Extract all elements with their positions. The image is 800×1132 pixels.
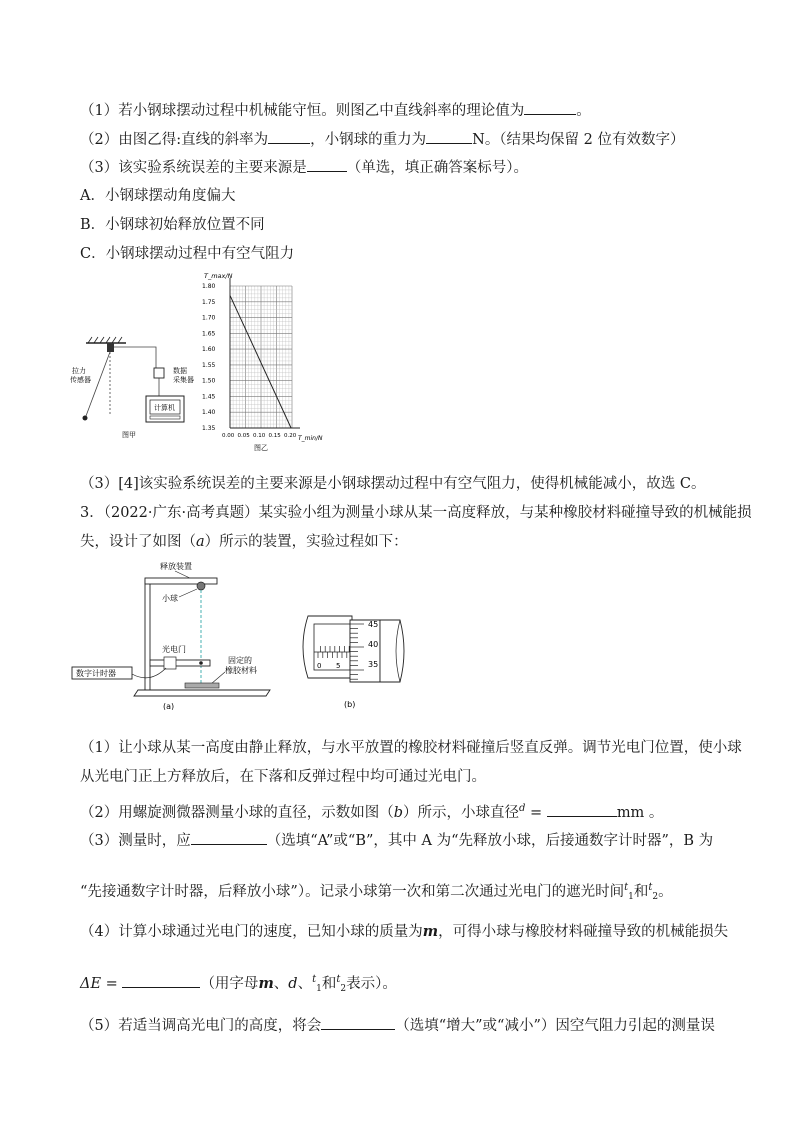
q1-blank	[524, 100, 576, 115]
step-5-line	[80, 1015, 715, 1036]
q2-line	[80, 129, 685, 150]
x-tick-label: 0.20	[284, 433, 297, 439]
step-4-line2	[80, 970, 397, 999]
s4-sep: 、	[273, 976, 289, 992]
q2-blank-2	[426, 129, 472, 144]
s2-unit: mm 。	[616, 805, 664, 821]
q2-blank-1	[268, 129, 310, 144]
thimble-tick-35: 35	[368, 660, 379, 669]
y-tick-label: 1.55	[202, 361, 216, 369]
q1-text: （1）若小钢球摆动过程中机械能守恒。则图乙中直线斜率的理论值为	[80, 103, 525, 119]
option-c: C．小钢球摆动过程中有空气阻力	[80, 246, 295, 262]
s3-text-c: “先接通数字计时器，后释放小球”）。记录小球第一次和第二次通过光电门的遮光时间	[80, 884, 625, 900]
sensor-label-2: 传感器	[70, 376, 91, 384]
ball-a	[197, 582, 205, 590]
p3-b-text2: ）所示的装置，实验过程如下：	[204, 534, 408, 550]
thimble-tick-40: 40	[368, 640, 379, 649]
figure-b-micrometer	[296, 594, 414, 710]
answer-3-line: （3）[4]该实验系统误差的主要来源是小钢球摆动过程中有空气阻力，使得机械能减小，故选 C。	[80, 476, 706, 492]
s5-blank	[321, 1015, 395, 1030]
figure-yi-chart	[196, 268, 336, 452]
t2-symbol: t	[648, 882, 653, 893]
s4-d: d	[288, 976, 298, 992]
ball-label: 小球	[162, 594, 178, 603]
s2-blank	[547, 802, 617, 817]
s2-text-a: （2）用螺旋测微器测量小球的直径，示数如图（	[80, 805, 394, 821]
q2-text-a: （2）由图乙得:直线的斜率为	[80, 132, 269, 148]
s4-blank	[122, 973, 200, 988]
y-tick-label: 1.40	[202, 409, 216, 417]
step-3-line1	[80, 830, 713, 851]
y-tick-label: 1.60	[202, 346, 216, 354]
s2-text-b: ）所示，小球直径	[403, 805, 520, 821]
s4-t2: t	[336, 974, 341, 985]
p3-b-italic: a	[196, 534, 205, 550]
y-tick-label: 1.35	[202, 425, 216, 432]
s3-text-b: （选填“A”或“B”，其中 A 为“先释放小球，后接通数字计时器”，B 为	[266, 833, 714, 849]
x-tick-label: 0.10	[253, 433, 266, 439]
q3-line	[80, 157, 528, 178]
q3-blank	[307, 157, 347, 172]
computer-label: 计算机	[154, 404, 175, 412]
s4-m2: m	[258, 975, 274, 992]
rubber-material	[185, 683, 219, 688]
figure-b-caption: (b)	[344, 700, 356, 709]
main-scale-0: 0	[317, 662, 322, 670]
s2-italic-b: b	[393, 805, 404, 821]
step-1-line1: （1）让小球从某一高度由静止释放，与水平放置的橡胶材料碰撞后竖直反弹。调节光电门位置，使小球	[80, 740, 742, 756]
figure-jia	[66, 326, 216, 446]
s4-t2-sub: 2	[340, 984, 347, 994]
t2-subscript: 2	[652, 892, 659, 902]
problem-3-line1: 3．（2022·广东·高考真题）某实验小组为测量小球从某一高度释放，与某种橡胶材料碰撞导致的机械能损	[80, 505, 752, 521]
y-tick-label: 1.75	[202, 298, 216, 306]
release-device-label: 释放装置	[160, 562, 192, 571]
q2-text-b: ，小钢球的重力为	[310, 132, 427, 148]
s3-blank	[191, 830, 267, 845]
q3-text-a: （3）该实验系统误差的主要来源是	[80, 160, 307, 176]
thimble-tick-45: 45	[368, 620, 379, 629]
y-tick-label: 1.70	[202, 314, 216, 322]
rubber-label-1: 固定的	[228, 656, 252, 665]
timer-label: 数字计时器	[76, 669, 116, 678]
x-tick-label: 0.00	[222, 433, 235, 439]
rubber-label-2: 橡胶材料	[225, 666, 257, 675]
release-device	[145, 578, 217, 584]
x-tick-label: 0.05	[237, 433, 250, 439]
chart-caption: 图乙	[254, 444, 268, 452]
step-4-line1	[80, 922, 728, 942]
y-tick-label: 1.50	[202, 377, 216, 385]
t-and: 和	[633, 884, 649, 900]
t1-subscript: 1	[628, 892, 634, 902]
q3-text-b: （单选，填正确答案标号）。	[346, 160, 528, 176]
q1-line	[80, 100, 591, 121]
problem-3-line2	[80, 532, 408, 552]
figure-a	[70, 560, 300, 710]
t1-symbol: t	[624, 882, 629, 893]
s2-d-symbol: d	[519, 803, 526, 814]
step-3-line2	[80, 878, 673, 907]
y-tick-label: 1.65	[202, 330, 216, 338]
s4-eq: =	[101, 976, 123, 992]
sensor-label-1: 拉力	[72, 367, 86, 375]
figure-a-caption: (a)	[163, 702, 175, 710]
collector-label-2: 采集器	[173, 376, 194, 384]
y-tick-label: 1.45	[202, 393, 216, 401]
step-1-line2: 从光电门正上方释放后，在下落和反弹过程中均可通过光电门。	[80, 769, 486, 785]
pendulum-ball	[83, 416, 88, 421]
s4-m: m	[422, 923, 439, 940]
q2-text-c: N。（结果均保留 2 位有效数字）	[472, 132, 685, 148]
s2-eq: =	[525, 805, 547, 821]
s5-text-b: （选填“增大”或“减小”）因空气阻力引起的测量误	[395, 1018, 715, 1034]
p3-b-text: 失，设计了如图（	[80, 534, 196, 550]
s4-text-c: （用字母	[200, 976, 259, 992]
s4-and: 和	[321, 976, 337, 992]
collector-label-1: 数据	[173, 367, 187, 375]
data-collector	[154, 368, 164, 378]
step-2-line	[80, 799, 663, 823]
s4-text-a: （4）计算小球通过光电门的速度，已知小球的质量为	[80, 924, 423, 940]
s4-t1-sub: 1	[316, 984, 322, 994]
s4-text-b: ，可得小球与橡胶材料碰撞导致的机械能损失	[438, 924, 729, 940]
option-a: A．小钢球摆动角度偏大	[80, 188, 236, 204]
main-scale-5: 5	[336, 662, 341, 670]
chart-xlabel: T_min/N	[298, 435, 323, 442]
s4-text-c2: 表示）。	[346, 976, 397, 992]
s4-sep2: 、	[297, 976, 313, 992]
s5-text-a: （5）若适当调高光电门的高度，将会	[80, 1018, 322, 1034]
s3-end: 。	[658, 884, 673, 900]
s4-delta-e: ΔE	[80, 976, 102, 992]
force-sensor	[107, 343, 114, 352]
gate-label: 光电门	[162, 645, 186, 654]
s4-t1: t	[312, 974, 317, 985]
chart-ylabel: T_max/N	[204, 272, 233, 280]
q1-end: 。	[576, 103, 591, 119]
figure-jia-caption: 图甲	[122, 431, 136, 439]
option-b: B．小钢球初始释放位置不同	[80, 217, 265, 233]
x-tick-label: 0.15	[268, 433, 281, 439]
y-tick-label: 1.80	[202, 283, 216, 290]
s3-text-a: （3）测量时，应	[80, 833, 191, 849]
